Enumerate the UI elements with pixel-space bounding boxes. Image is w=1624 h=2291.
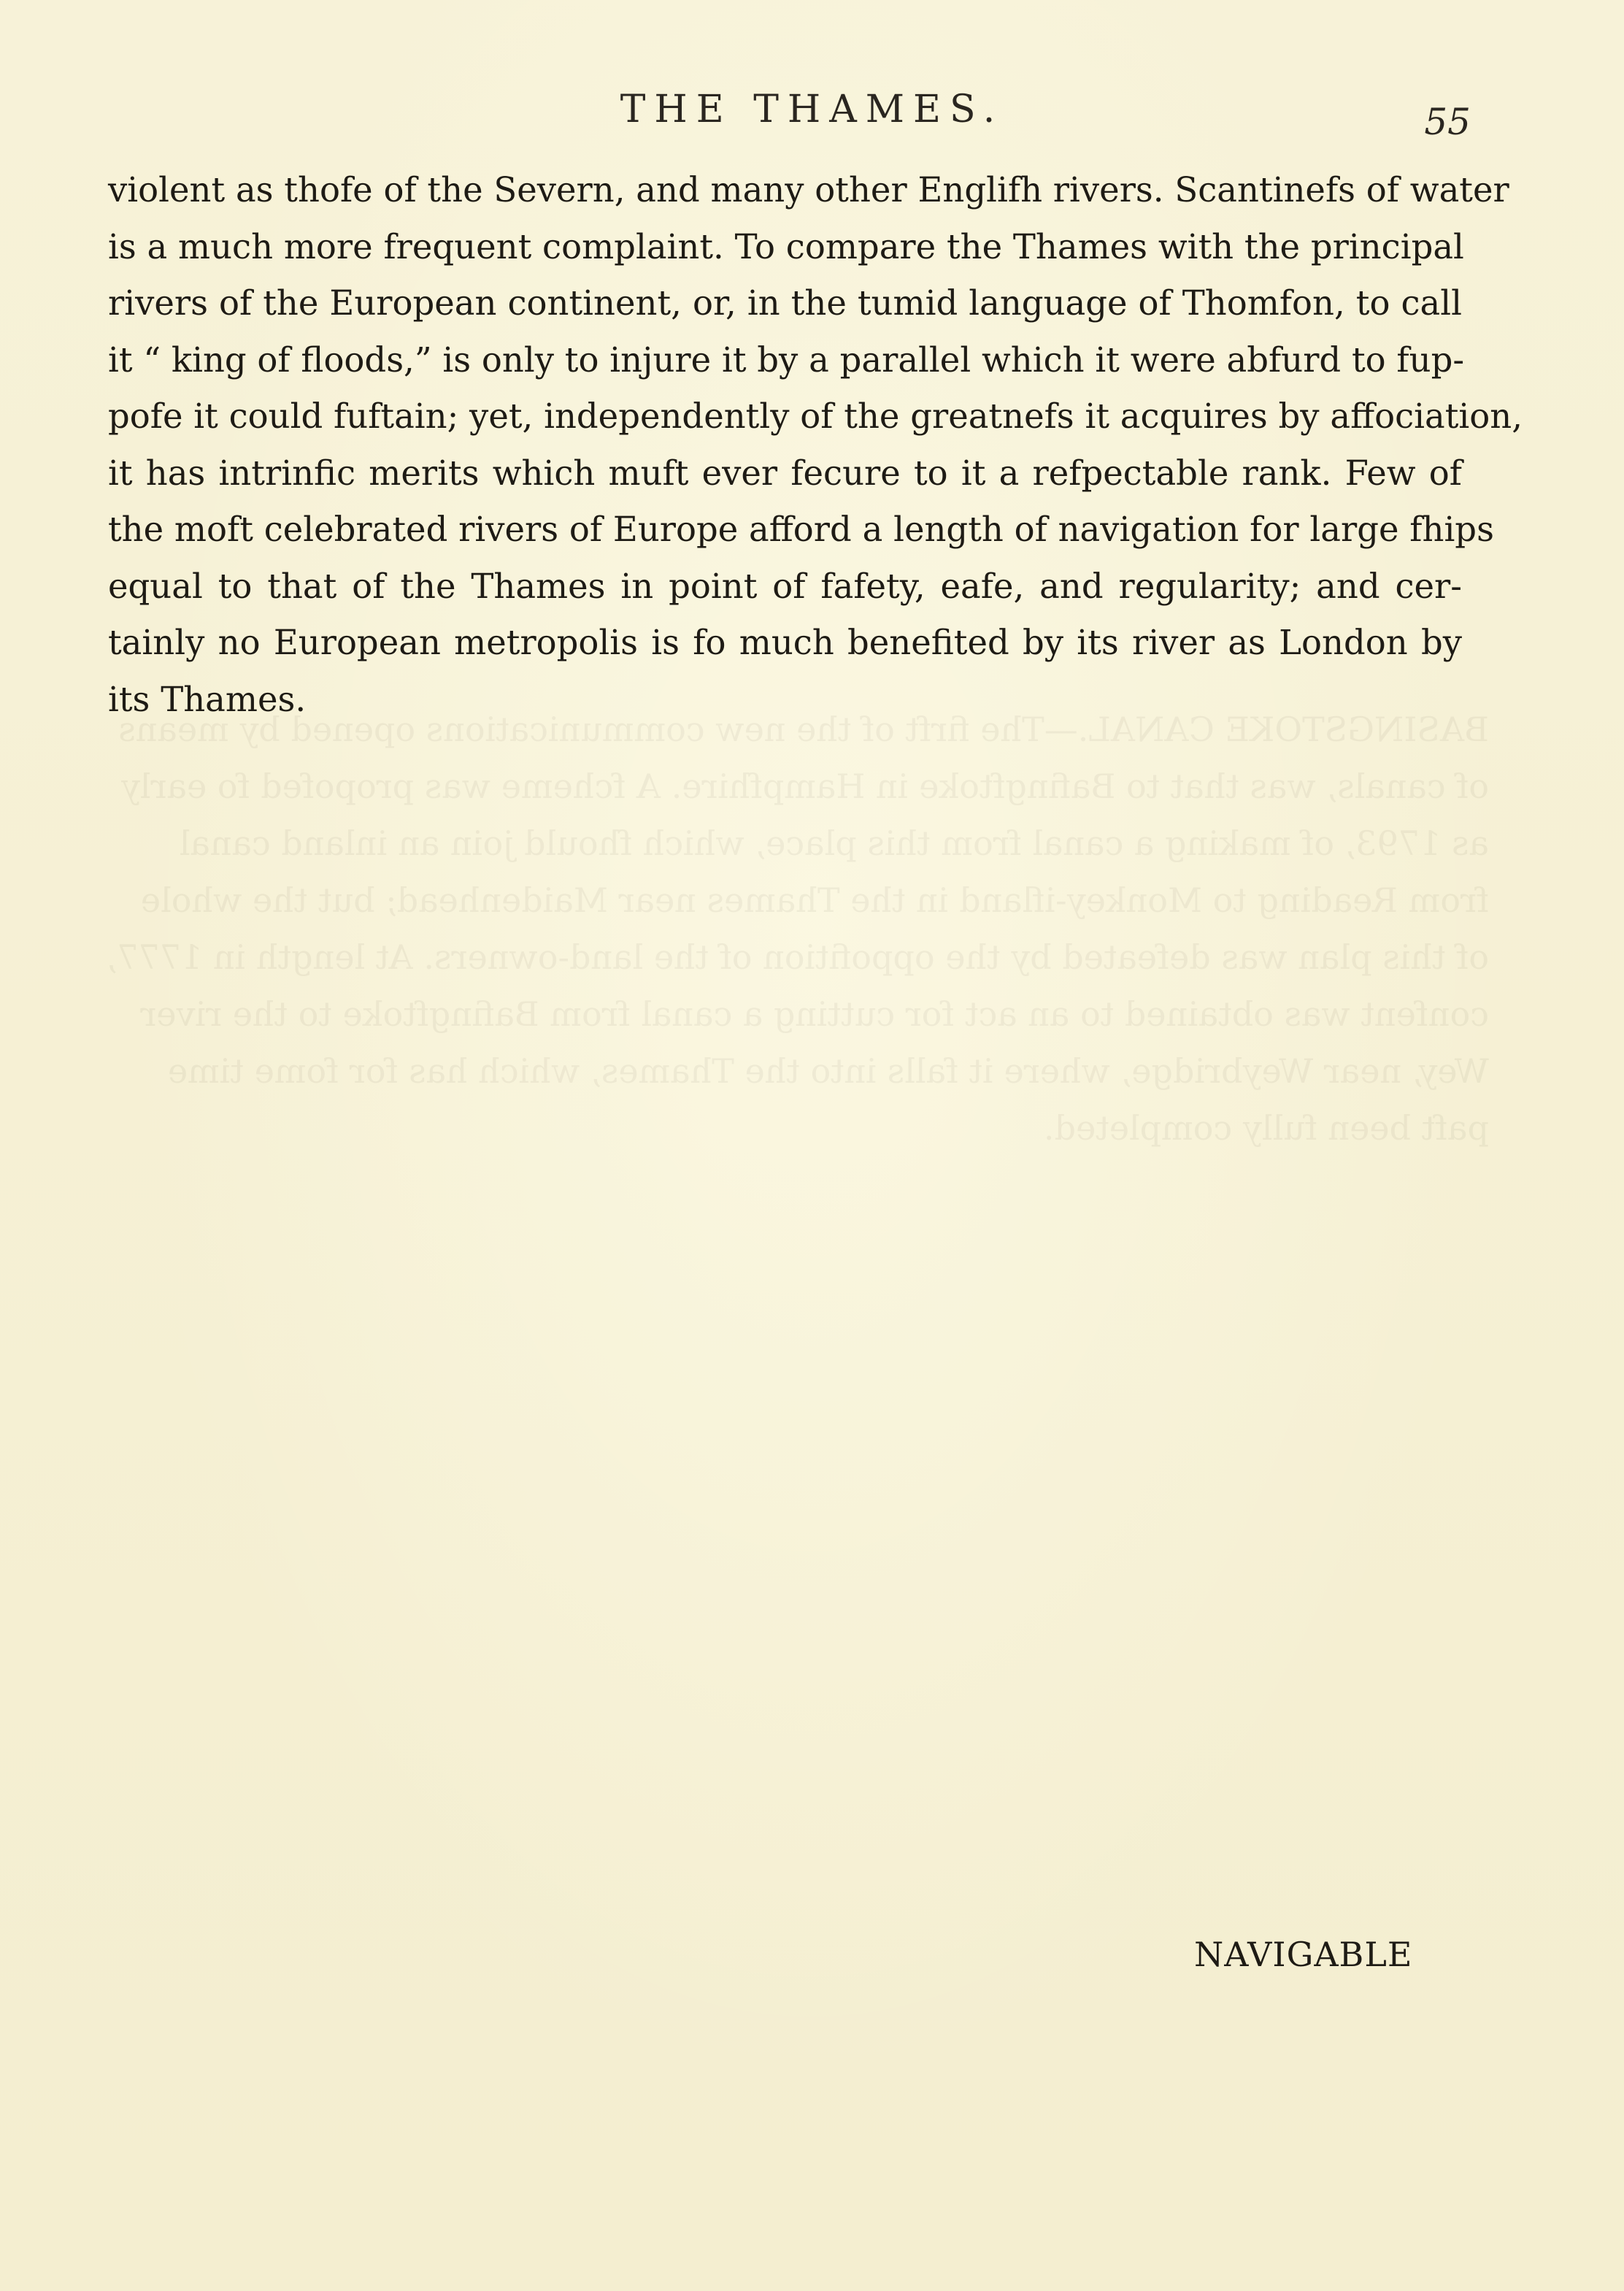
text-line: violent as thofe of the Severn, and many other Englifh rivers. Scantinefs of water — [108, 170, 1509, 210]
text-line: equal to that of the Thames in point of fafety, eafe, and regularity; and cer- — [108, 566, 1462, 606]
text-line: it has intrinfic merits which muft ever fecure to it a refpectable rank. Few of — [108, 453, 1462, 493]
text-line-final: its Thames. — [108, 679, 307, 719]
text-line: is a much more frequent complaint. To compare the Thames with the principal — [108, 226, 1464, 266]
text-line: rivers of the European continent, or, in the tumid language of Thomfon, to call — [108, 283, 1462, 323]
catchword: NAVIGABLE — [1194, 1935, 1413, 1974]
body-paragraph — [108, 162, 1523, 728]
text-line: it “ king of floods,” is only to injure it by a parallel which it were abfurd to fup- — [108, 339, 1465, 380]
page-number: 55 — [1424, 101, 1471, 143]
text-line: pofe it could fuftain; yet, independently of the greatnefs it acquires by affociation, — [108, 396, 1523, 436]
show-through-texture: BASINGSTOKE CANAL.—The firft of the new communications opened by means of canals, was that to Bafingftoke in Hampfhire. A fcheme was propofed fo early as 1793, of making a canal from this place, which fhould join an inland canal from Reading to Monkey-ifland in the Thames near Maidenhead; but the whole of this plan was defeated by the oppofition of the land-owners. At length in 1777, confent was obtained to an act for cutting a canal from Bafingftoke to the river Wey, near Weybridge, where it falls into the Thames, which has for fome time paft been fully completed. — [106, 710, 1489, 1148]
page-header — [0, 82, 1624, 143]
text-line: tainly no European metropolis is fo much benefited by its river as London by — [108, 623, 1462, 662]
text-line: the moft celebrated rivers of Europe afford a length of navigation for large fhips — [108, 510, 1494, 549]
running-title: THE THAMES. — [620, 88, 1004, 131]
